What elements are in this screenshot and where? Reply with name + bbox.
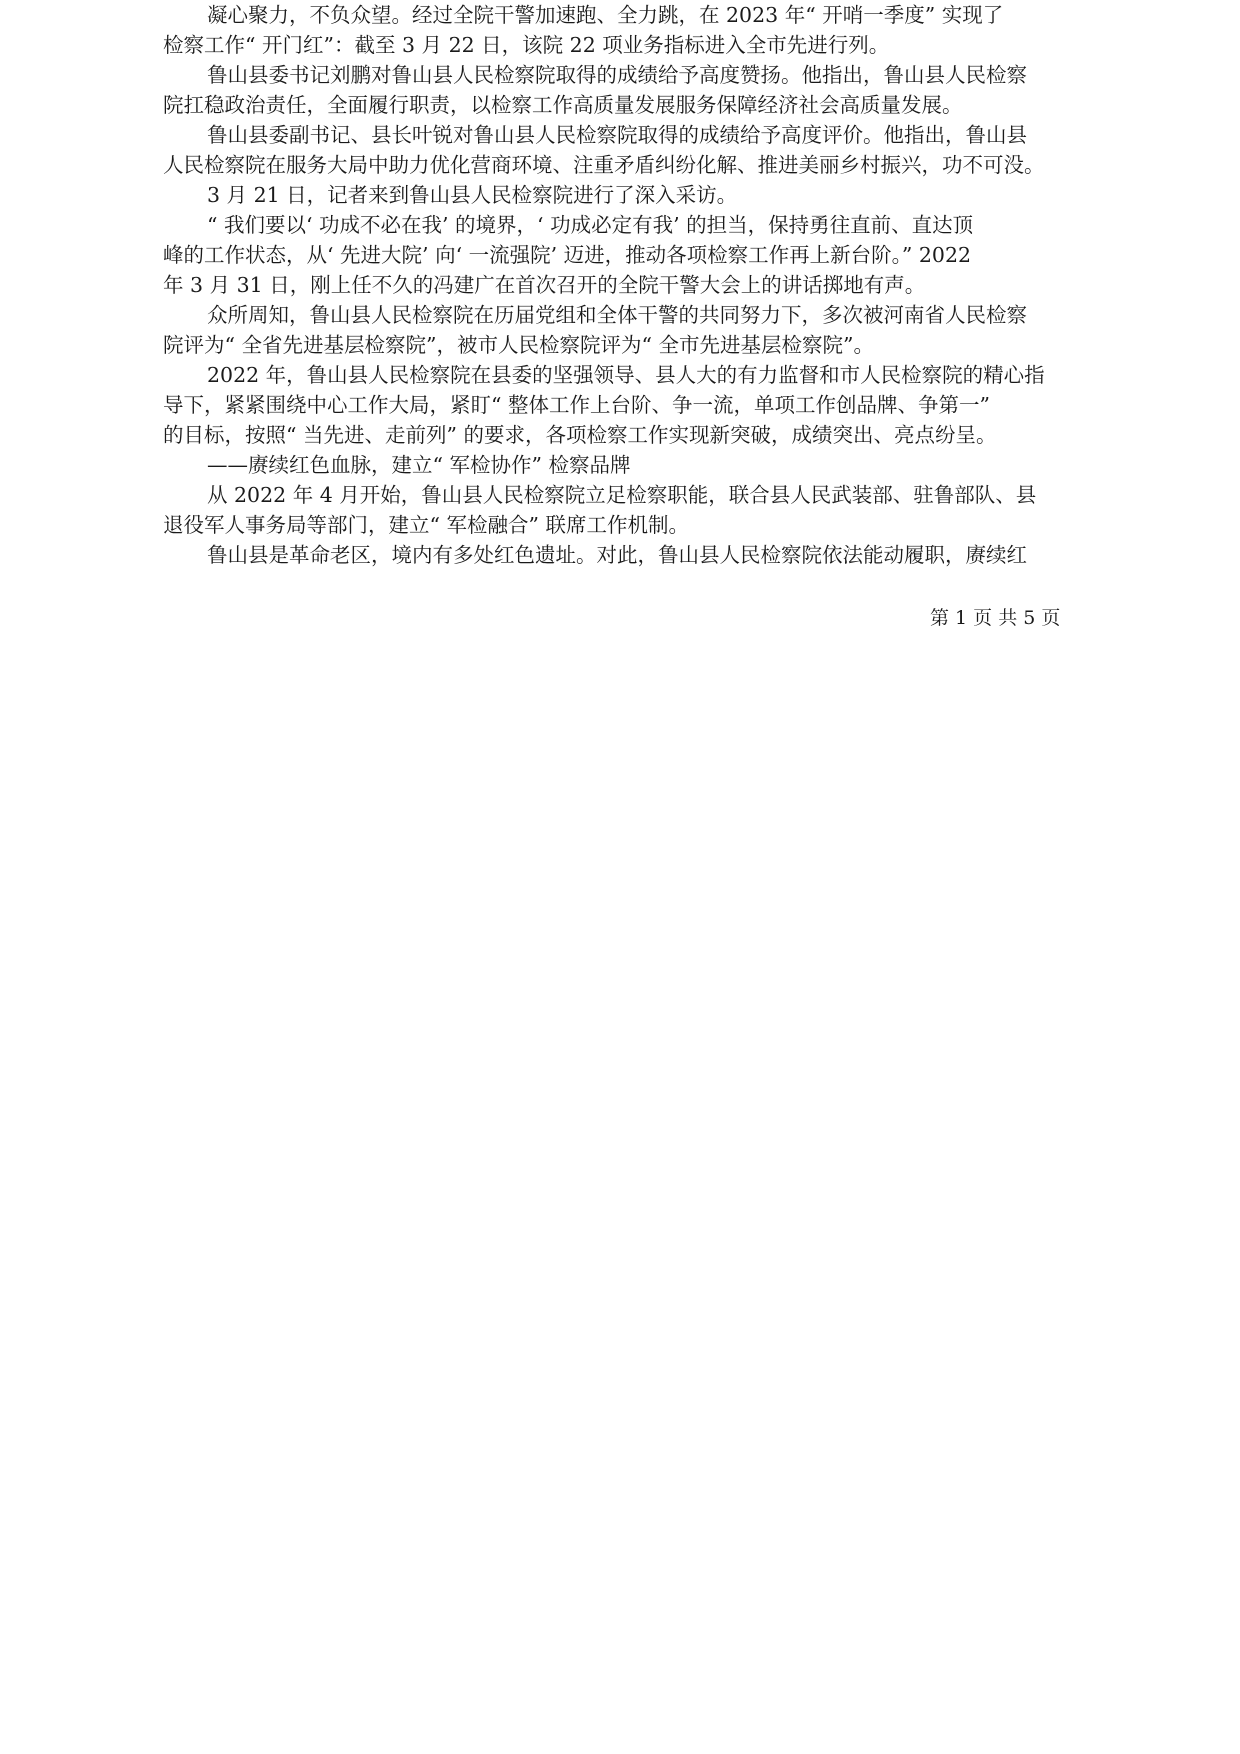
page-number-footer: 第 1 页 共 5 页 [930,607,1061,629]
paragraph-line: 院扛稳政治责任，全面履行职责，以检察工作高质量发展服务保障经济社会高质量发展。 [163,93,963,117]
paragraph-line: 众所周知，鲁山县人民检察院在历届党组和全体干警的共同努力下，多次被河南省人民检察 [207,303,1027,327]
paragraph-line: 鲁山县委书记刘鹏对鲁山县人民检察院取得的成绩给予高度赞扬。他指出，鲁山县人民检察 [207,63,1027,87]
paragraph-line: 鲁山县是革命老区，境内有多处红色遗址。对此，鲁山县人民检察院依法能动履职，赓续红 [207,543,1027,567]
paragraph-8 [163,480,1093,540]
paragraph-4 [163,180,1093,210]
paragraph-line: 院评为“ 全省先进基层检察院”，被市人民检察院评为“ 全市先进基层检察院”。 [163,333,874,357]
paragraph-6 [163,300,1093,360]
paragraph-line: 从 2022 年 4 月开始，鲁山县人民检察院立足检察职能，联合县人民武装部、驻鲁部队、县 [207,483,1037,507]
paragraph-line: 2022 年，鲁山县人民检察院在县委的坚强领导、县人大的有力监督和市人民检察院的精心指 [207,363,1045,387]
paragraph-line: “ 我们要以‘ 功成不必在我’ 的境界，‘ 功成必定有我’ 的担当，保持勇往直前、直达顶 [207,213,974,237]
paragraph-line: 3 月 21 日，记者来到鲁山县人民检察院进行了深入采访。 [207,183,738,207]
paragraph-line: 导下，紧紧围绕中心工作大局，紧盯“ 整体工作上台阶、争一流，单项工作创品牌、争第一” [163,393,990,417]
paragraph-1 [163,0,1093,60]
paragraph-line: 退役军人事务局等部门，建立“ 军检融合” 联席工作机制。 [163,513,689,537]
paragraph-3 [163,120,1093,180]
section-subheading [163,450,1093,480]
paragraph-line: 人民检察院在服务大局中助力优化营商环境、注重矛盾纠纷化解、推进美丽乡村振兴，功不可没。 [163,153,1045,177]
paragraph-line: 峰的工作状态，从‘ 先进大院’ 向‘ 一流强院’ 迈进，推动各项检察工作再上新台阶。” 2022 [163,243,972,267]
paragraph-line: ——赓续红色血脉，建立“ 军检协作” 检察品牌 [207,453,631,477]
paragraph-line: 鲁山县委副书记、县长叶锐对鲁山县人民检察院取得的成绩给予高度评价。他指出，鲁山县 [207,123,1027,147]
paragraph-7 [163,360,1093,450]
article-body [163,0,1093,570]
paragraph-line: 的目标，按照“ 当先进、走前列” 的要求，各项检察工作实现新突破，成绩突出、亮点纷呈。 [163,423,997,447]
paragraph-line: 凝心聚力，不负众望。经过全院干警加速跑、全力跳，在 2023 年“ 开哨一季度” 实现了 [207,3,1004,27]
paragraph-line: 检察工作“ 开门红”：截至 3 月 22 日，该院 22 项业务指标进入全市先进行列。 [163,33,890,57]
paragraph-5 [163,210,1093,300]
paragraph-line: 年 3 月 31 日，刚上任不久的冯建广在首次召开的全院干警大会上的讲话掷地有声。 [163,273,926,297]
paragraph-9 [163,540,1093,570]
paragraph-2 [163,60,1093,120]
